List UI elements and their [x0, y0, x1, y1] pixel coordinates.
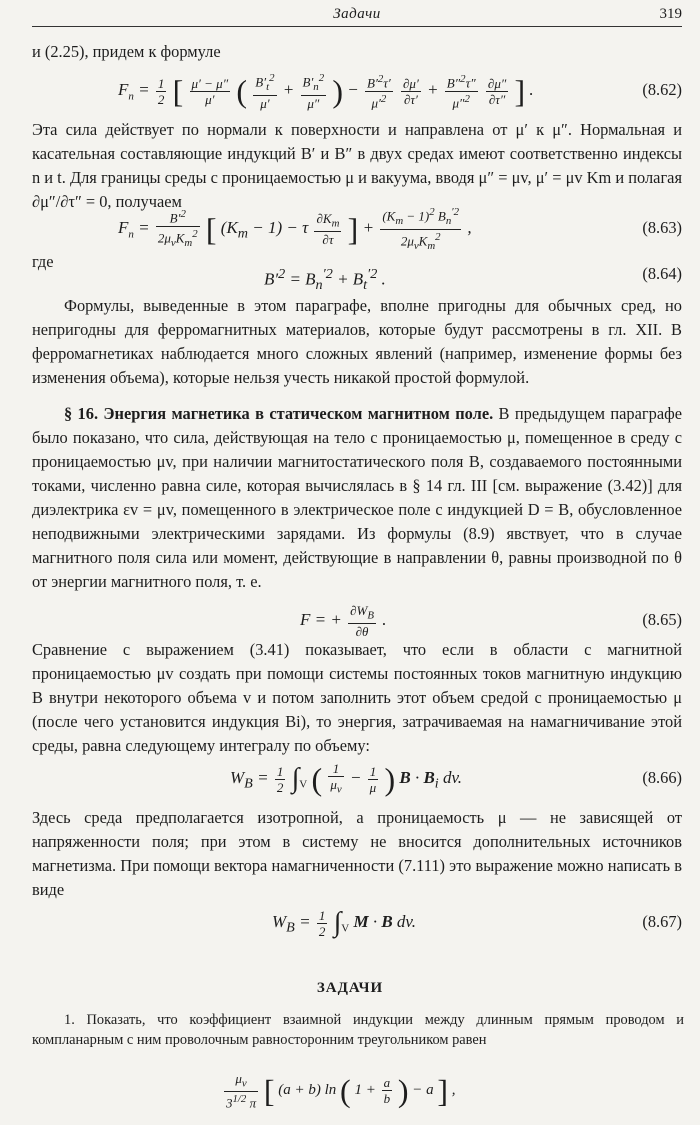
equation-number: (8.62) [642, 80, 682, 99]
equation-8-63: $F_n$ = $\frac{B'^2}{2\mu_vK_m^2}$ [ $(K_m - 1) - \tau$ $\frac{\partial K_m}{\partial\tau}$ ] + $\frac{(K_m - 1)^2 B_n^{'2}}{2\mu_vK_m^2}$ , (8.63) [118, 205, 682, 252]
problem-1: 1. Показать, что коэффициент взаимной индукции между длинным прямым проводом и компланарным с ним проволочным равносторонним треугольником равен [32, 1012, 684, 1048]
paragraph-3 [32, 402, 682, 594]
paragraph-2: Формулы, выведенные в этом параграфе, вполне пригодны для обычных сред, но непригодны для ферромагнитных материалов, которые будут рассмотрены в гл. XII. В ферромагнетиках наблюдается много сложных явлений (например, изменение формы без изменения объема), которые нельзя учесть никакой простой формулой. [32, 296, 682, 387]
equation-8-65: F = + $\frac{\partial W_B}{\partial\theta}$ . (8.65) [32, 596, 682, 644]
equation-number: (8.66) [642, 768, 682, 787]
paragraph-3-body: В предыдущем параграфе было показано, что сила, действующая на тело с проницаемостью μ, помещенное в среду с проницаемостью μv, при наличии магнитостатического поля B, создаваемого постоянными токами, численно равна силе, которая вычислялась в § 14 гл. III [см. выражение (3.42)] для диэлектрика εv = μv, помещенного в электрическое поле с индукцией D = B, обусловленное неподвижными электрическими зарядами. Из формулы (8.9) явствует, что в случае магнитного поля сила или момент, действующие в направлении θ, равны производной по θ от энергии магнитного поля, т. е. [32, 404, 682, 591]
section-heading: § 16. Энергия магнетика в статическом магнитном поле. [64, 404, 494, 423]
page-number: 319 [659, 6, 682, 22]
problems-heading: ЗАДАЧИ [316, 980, 384, 996]
intro-line: и (2.25), придем к формуле [32, 42, 221, 61]
paragraph-4: Сравнение с выражением (3.41) показывает, что если в области с магнитной проницаемостью μv создать при помощи системы постоянных токов магнитную индукцию B внутри некоторого объема v и потом заполнить этот объем средой с проницаемостью μ (после чего установится индукция Bi), то энергия, затрачиваемая на намагничивание этой среды, равна следующему интегралу по объему: [32, 640, 682, 755]
running-header [32, 4, 682, 27]
equation-8-62: $F_n$ = $\frac{1}{2}$ [ $\frac{\mu' - \mu''}{\mu'}$ ( $\frac{B'_t^2}{\mu'}$ + $\frac{B'_n^2}{\mu''}$ ) − $\frac{B'^2\tau'}{\mu'^2}$ $\frac{\partial\mu'}{\partial\tau'}$ + $\frac{B''^2\tau''}{\mu''^2}$ $\frac{\partial\mu''}{\partial\tau''}$ ] . (8.62) [32, 66, 682, 114]
where-label: где [32, 252, 54, 271]
paragraph-1: Эта сила действует по нормали к поверхности и направлена от μ′ к μ″. Нормальная и касательная составляющие индукций B′ и B″ в двух средах имеют соответственно индексы n и t. Для границы среды с проницаемостью μ и вакуума, вводя μ″ = μv, μ′ = μv Km и полагая ∂μ″/∂τ″ = 0, получаем [32, 120, 682, 211]
equation-8-67: $W_B$ = $\frac{1}{2}$ $\int_V$ M · B dv. (8.67) [32, 894, 682, 950]
equation-number: (8.63) [642, 218, 682, 237]
equation-number: (8.65) [642, 610, 682, 629]
equation-8-64: $B'^2 = B_n^{'2} + B_t^{'2}$ . (8.64) [32, 254, 682, 294]
header-title: Задачи [333, 6, 381, 22]
paragraph-5: Здесь среда предполагается изотропной, а проницаемость μ — не зависящей от напряженности поля; при этом в систему не вносится дополнительных источников магнетизма. При помощи вектора намагниченности (7.111) это выражение можно написать в виде [32, 808, 682, 899]
equation-number: (8.67) [642, 912, 682, 931]
equation-8-66: $W_B$ = $\frac{1}{2}$ $\int_V$ ( $\frac{1}{\mu_v}$ − $\frac{1}{\mu}$ ) $B \cdot B_i$ dv. (8.66) [32, 750, 682, 806]
problem-1-formula: $\frac{\mu_v}{3^{1/2} \pi}$ [ (a + b) ln ( 1 + $\frac{a}{b}$ ) − a ] , [226, 1070, 456, 1111]
equation-number: (8.64) [642, 264, 682, 283]
